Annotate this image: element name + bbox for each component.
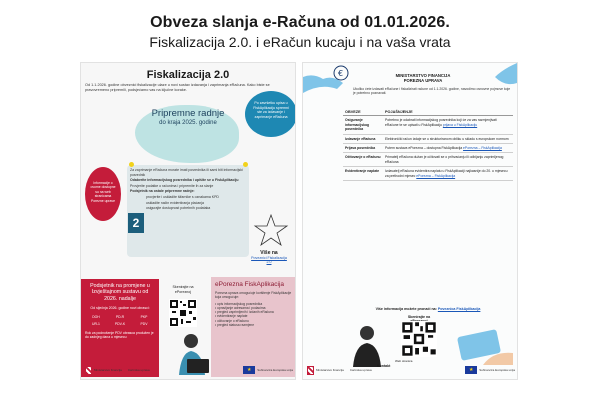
- fiskaplikacija-box: [211, 277, 296, 377]
- page-title: Obveza slanja e-Računa od 01.01.2026.: [150, 14, 450, 31]
- step-line: Odaberite informacijskog posrednika i upišite se u FiskAplikaciju: [130, 178, 239, 183]
- list-item: • upis informacijskog posrednika: [215, 301, 263, 306]
- qr-code-icon[interactable]: [169, 299, 197, 327]
- customs-logo: Carinska uprava: [349, 368, 372, 372]
- table-cell: Elektronički račun izdaje se u strukturiranom obliku u skladu s europskom normom: [383, 134, 513, 143]
- eu-flag-icon: ★: [465, 366, 477, 374]
- eu-logo: ★ Sufinancira Europska unija: [243, 366, 293, 374]
- table-cell: Očitovanje o eRačunu: [343, 153, 383, 167]
- pin-icon: [243, 162, 248, 167]
- poster-porezna-uprava: [302, 62, 518, 380]
- form-item: PDV: [140, 321, 148, 326]
- person-icon: [347, 323, 387, 367]
- web-label: Web stranica: [395, 359, 413, 363]
- eu-flag-icon: ★: [243, 366, 255, 374]
- form-item: UR-1: [92, 321, 100, 326]
- obligations-table: [343, 109, 513, 181]
- step-line: osigurajte dostupnost potrebnih podataka: [146, 206, 211, 211]
- qr-label: Skenirajte na ePoreznoj: [172, 285, 194, 294]
- customs-logo: Carinska uprava: [127, 368, 150, 372]
- ministry-heading: MINISTARSTVO FINANCIJA POREZNA UPRAVA: [395, 73, 451, 84]
- more-info: [343, 307, 513, 311]
- fiskaplikacija-intro: Porezna uprava omogućuje korištenje FiskAplikacije koja omogućuje:: [215, 291, 292, 300]
- reporting-heading: Podsjetnik na promjene u Izvještajnom sustavu od 2026. nadalje: [90, 283, 150, 302]
- step-line: Za zaprimanje eRačuna morate imati posrednika ili sami biti informacijski posrednik: [130, 168, 243, 177]
- qr-code-icon[interactable]: [401, 321, 437, 357]
- list-item: • pregled zaprimljenih i izdanih eRačuna: [215, 310, 274, 315]
- preparation-steps-box: [127, 165, 249, 257]
- preparation-deadline: do kraja 2025. godine: [159, 120, 217, 126]
- table-cell: Izdavatelj eRačuna evidentira naplatu u FiskAplikaciji najkasnije do 20. u mjesecu za prethodni mjesec ePorezna – FiskAplikacija: [383, 167, 513, 181]
- card-hand-icon: [453, 325, 513, 365]
- preparation-heading: [141, 109, 235, 127]
- list-item: • očitovanje o eRačunu: [215, 318, 249, 323]
- croatia-crest-icon: [307, 366, 314, 375]
- more-info-link[interactable]: Poveznica FiskAplikacija: [437, 307, 481, 311]
- table-cell: Primatelj eRačuna dužan je očitovati se o prihvaćanju ili odbijanju zaprimljenog eRačuna: [383, 153, 513, 167]
- form-item: PKP: [140, 314, 148, 319]
- hand-coin-icon: [303, 63, 363, 103]
- ministry-logo: Ministarstvo financija: [307, 366, 344, 375]
- pin-icon: [129, 162, 134, 167]
- info-bubble-red: Informacije o ovome dostupne su na web stranicama Porezne uprave: [85, 167, 121, 221]
- poster-intro: Ukoliko ćete izdavati eRačune i fiskalizirati račune od 1.1.2026. godine, navodimo osnovne pojmove koje je potrebno poznavati.: [353, 87, 511, 96]
- table-row: [343, 167, 513, 181]
- table-row: [343, 134, 513, 143]
- svg-text:€: €: [338, 69, 344, 78]
- table-cell: Osiguranje informacijskog posrednika: [343, 116, 383, 134]
- eu-logo: ★ Sufinancira Europska unija: [465, 366, 515, 374]
- list-item: • pregled statusa razmjene: [215, 323, 255, 328]
- reporting-sub: Od siječnja 2026. godine novi obrasci:: [90, 306, 150, 311]
- table-row: [343, 116, 513, 134]
- poster-footer: [307, 363, 515, 377]
- table-link[interactable]: ePorezna – FiskAplikacija: [463, 146, 502, 151]
- table-cell: Potrebno je odabrati informacijskog posrednika koji će za vas razmjenjivati eRačune te se upisati u FiskAplikaciju prijava u FiskAplikaciju: [383, 116, 513, 134]
- table-cell: Evidentiranje naplate: [343, 167, 383, 181]
- preparation-title: Pripremne radnje: [151, 108, 225, 119]
- star-decoration-icon: [253, 213, 289, 247]
- croatia-crest-icon: [85, 366, 92, 375]
- table-cell: Izdavanje eRačuna: [343, 134, 383, 143]
- more-info: [249, 251, 289, 265]
- table-row: [343, 144, 513, 153]
- form-item: PDV-K: [114, 321, 126, 326]
- table-cell: Putem sustava ePorezna – dostupna FiskAplikacija ePorezna – FiskAplikacija: [383, 144, 513, 153]
- step-line: Provjerite podatke o računima i pripremite ih za slanje: [130, 183, 214, 188]
- form-list: [85, 315, 155, 326]
- contact-label: Kontakt: [377, 364, 391, 368]
- reporting-footer: Rok za podnošenje PDV obrasca produžen je do zadnjeg dana u mjesecu: [85, 330, 154, 340]
- table-header-row: [343, 109, 513, 116]
- form-item: DOH: [92, 314, 100, 319]
- step-line: Podsjetnik na ostale pripremne radnje:: [130, 189, 195, 194]
- ministry-logo: Ministarstvo financija: [85, 366, 122, 375]
- poster-footer: [85, 363, 293, 377]
- table-link[interactable]: ePorezna – FiskAplikacija: [416, 173, 456, 178]
- more-info-link[interactable]: Poveznici Fiskalizacija 2.0: [251, 255, 287, 265]
- page-subtitle: Fiskalizacija 2.0. i eRačun kucaju i na vaša vrata: [149, 34, 451, 50]
- step-line: uskladite način evidentiranja plaćanja: [146, 200, 204, 205]
- more-info-label: Više informacija možete pronaći na:: [375, 307, 437, 311]
- column-header: POJAŠNJENJE: [383, 109, 513, 116]
- qr-label: Skenirajte na: [407, 315, 431, 319]
- poster-fiskalizacija: [80, 62, 296, 380]
- poster-title: Fiskalizacija 2.0: [146, 69, 230, 81]
- poster-intro: Od 1.1.2026. godine obveznici fiskalizacije ulaze u novi sustav izdavanja i zaprimanja eRačuna. Kako biste se pravovremeno pripremili, podsjećamo vas na ključne korake.: [85, 83, 270, 92]
- form-item: PD-R: [115, 314, 125, 319]
- table-cell: Prijava posrednika: [343, 144, 383, 153]
- fiskaplikacija-title: ePorezna FiskAplikacija: [215, 281, 285, 288]
- more-info-label: Više na: [260, 250, 278, 256]
- table-row: [343, 153, 513, 167]
- list-item: • upravljanje adresama i podacima: [215, 305, 266, 310]
- step-number: 2: [128, 213, 144, 233]
- info-bubble-blue: Po završetku upisa u FiskAplikaciju spremni ste za izdavanje i zaprimanje eRačuna: [245, 91, 296, 137]
- column-header: OBVEZE: [343, 109, 383, 116]
- step-line: provjerite i uskladite šifarnike s oznakama KPD: [146, 194, 219, 199]
- table-link[interactable]: prijava u FiskAplikaciju: [442, 122, 478, 127]
- list-item: • evidentiranje naplate: [215, 314, 248, 319]
